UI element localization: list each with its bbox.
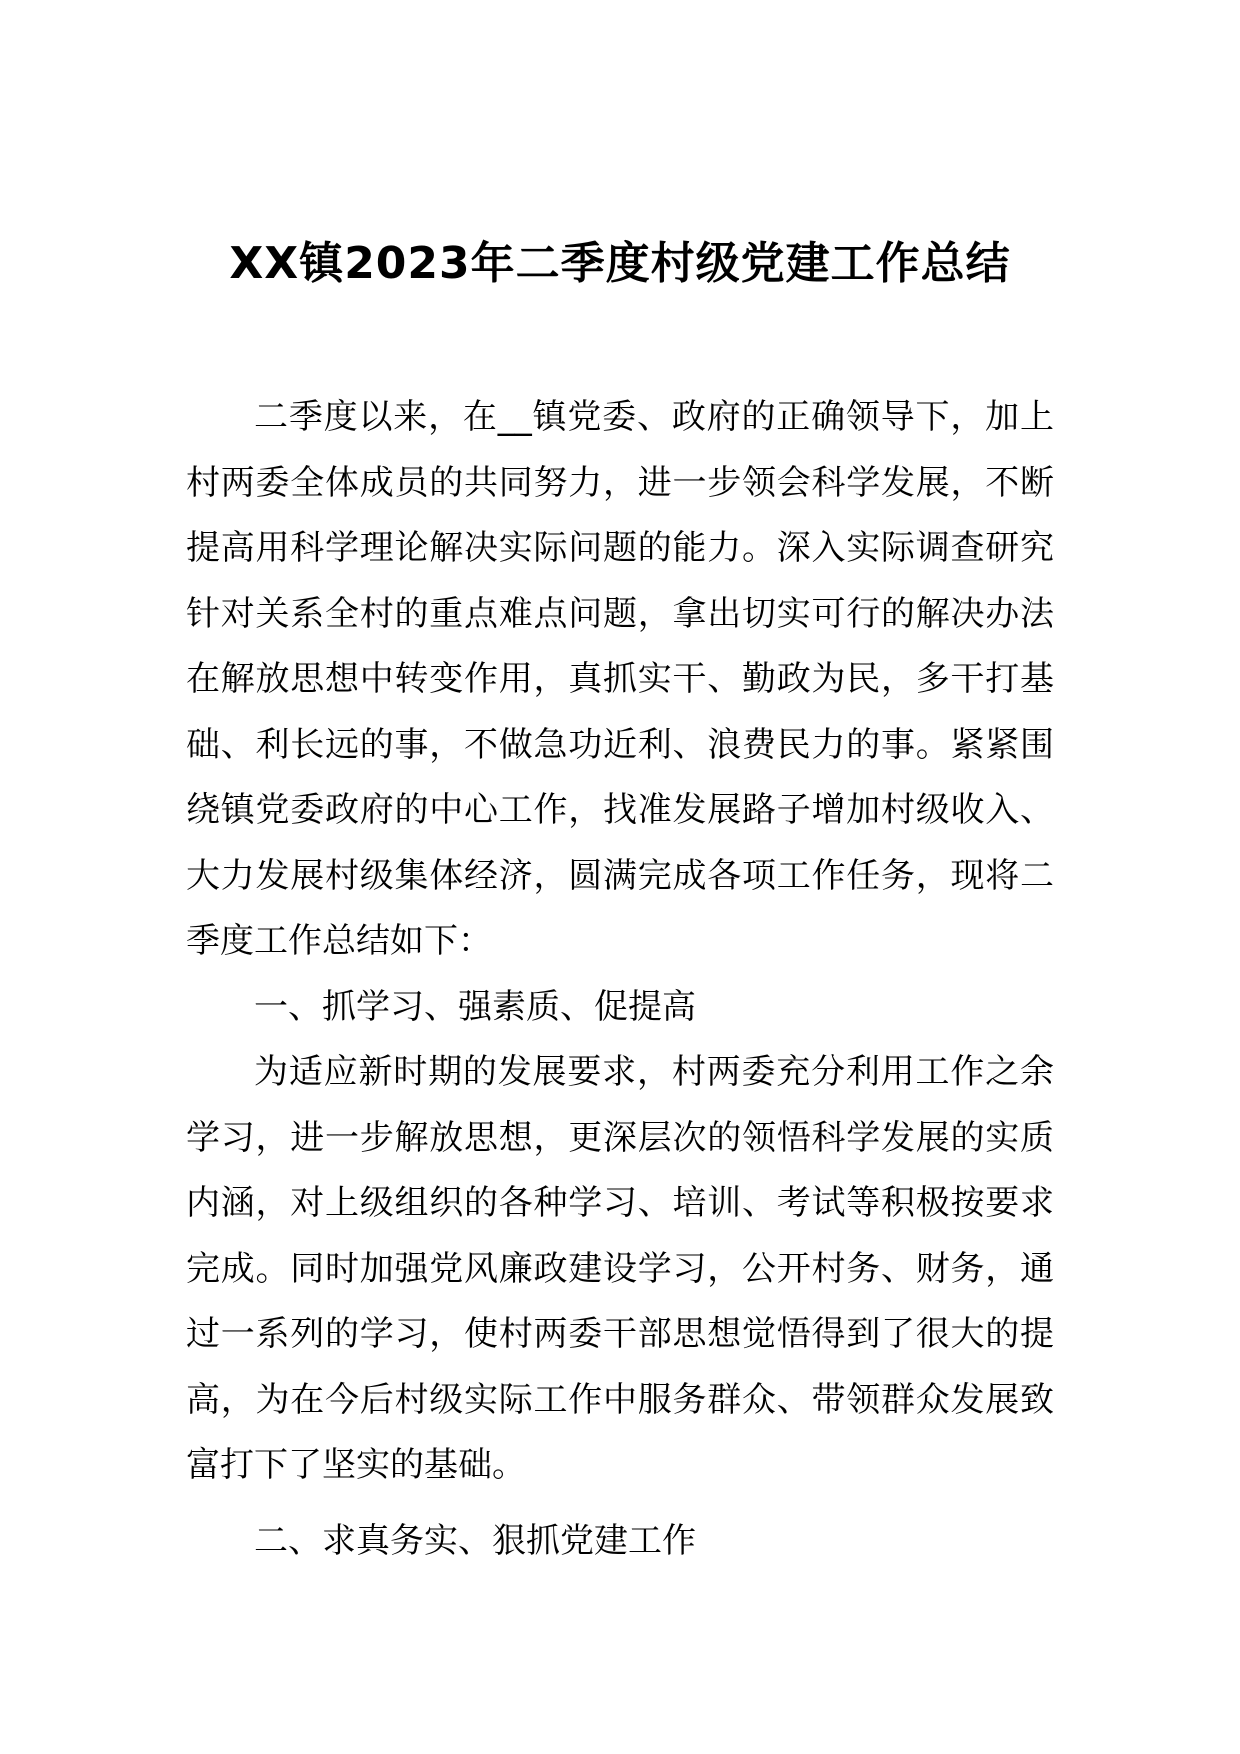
document-body: [186, 385, 1054, 1574]
section-heading-1: 一、抓学习、强素质、促提高: [254, 986, 696, 1027]
section-1-paragraph: 为适应新时期的发展要求，村两委充分利用工作之余学习，进一步解放思想，更深层次的领悟科学发展的实质内涵，对上级组织的各种学习、培训、考试等积极按要求完成。同时加强党风廉政建设学习，公开村务、财务，通过一系列的学习，使村两委干部思想觉悟得到了很大的提高，为在今后村级实际工作中服务群众、带领群众发展致富打下了坚实的基础。: [186, 1052, 1054, 1485]
section-heading-2: 二、求真务实、狠抓党建工作: [254, 1520, 696, 1561]
intro-paragraph: 二季度以来，在__镇党委、政府的正确领导下，加上村两委全体成员的共同努力，进一步领会科学发展，不断提高用科学理论解决实际问题的能力。深入实际调查研究针对关系全村的重点难点问题，拿出切实可行的解决办法在解放思想中转变作用，真抓实干、勤政为民，多干打基础、利长远的事，不做急功近利、浪费民力的事。紧紧围绕镇党委政府的中心工作，找准发展路子增加村级收入、大力发展村级集体经济，圆满完成各项工作任务，现将二季度工作总结如下：: [186, 397, 1054, 961]
document-title: XX镇2023年二季度村级党建工作总结: [229, 238, 1011, 290]
